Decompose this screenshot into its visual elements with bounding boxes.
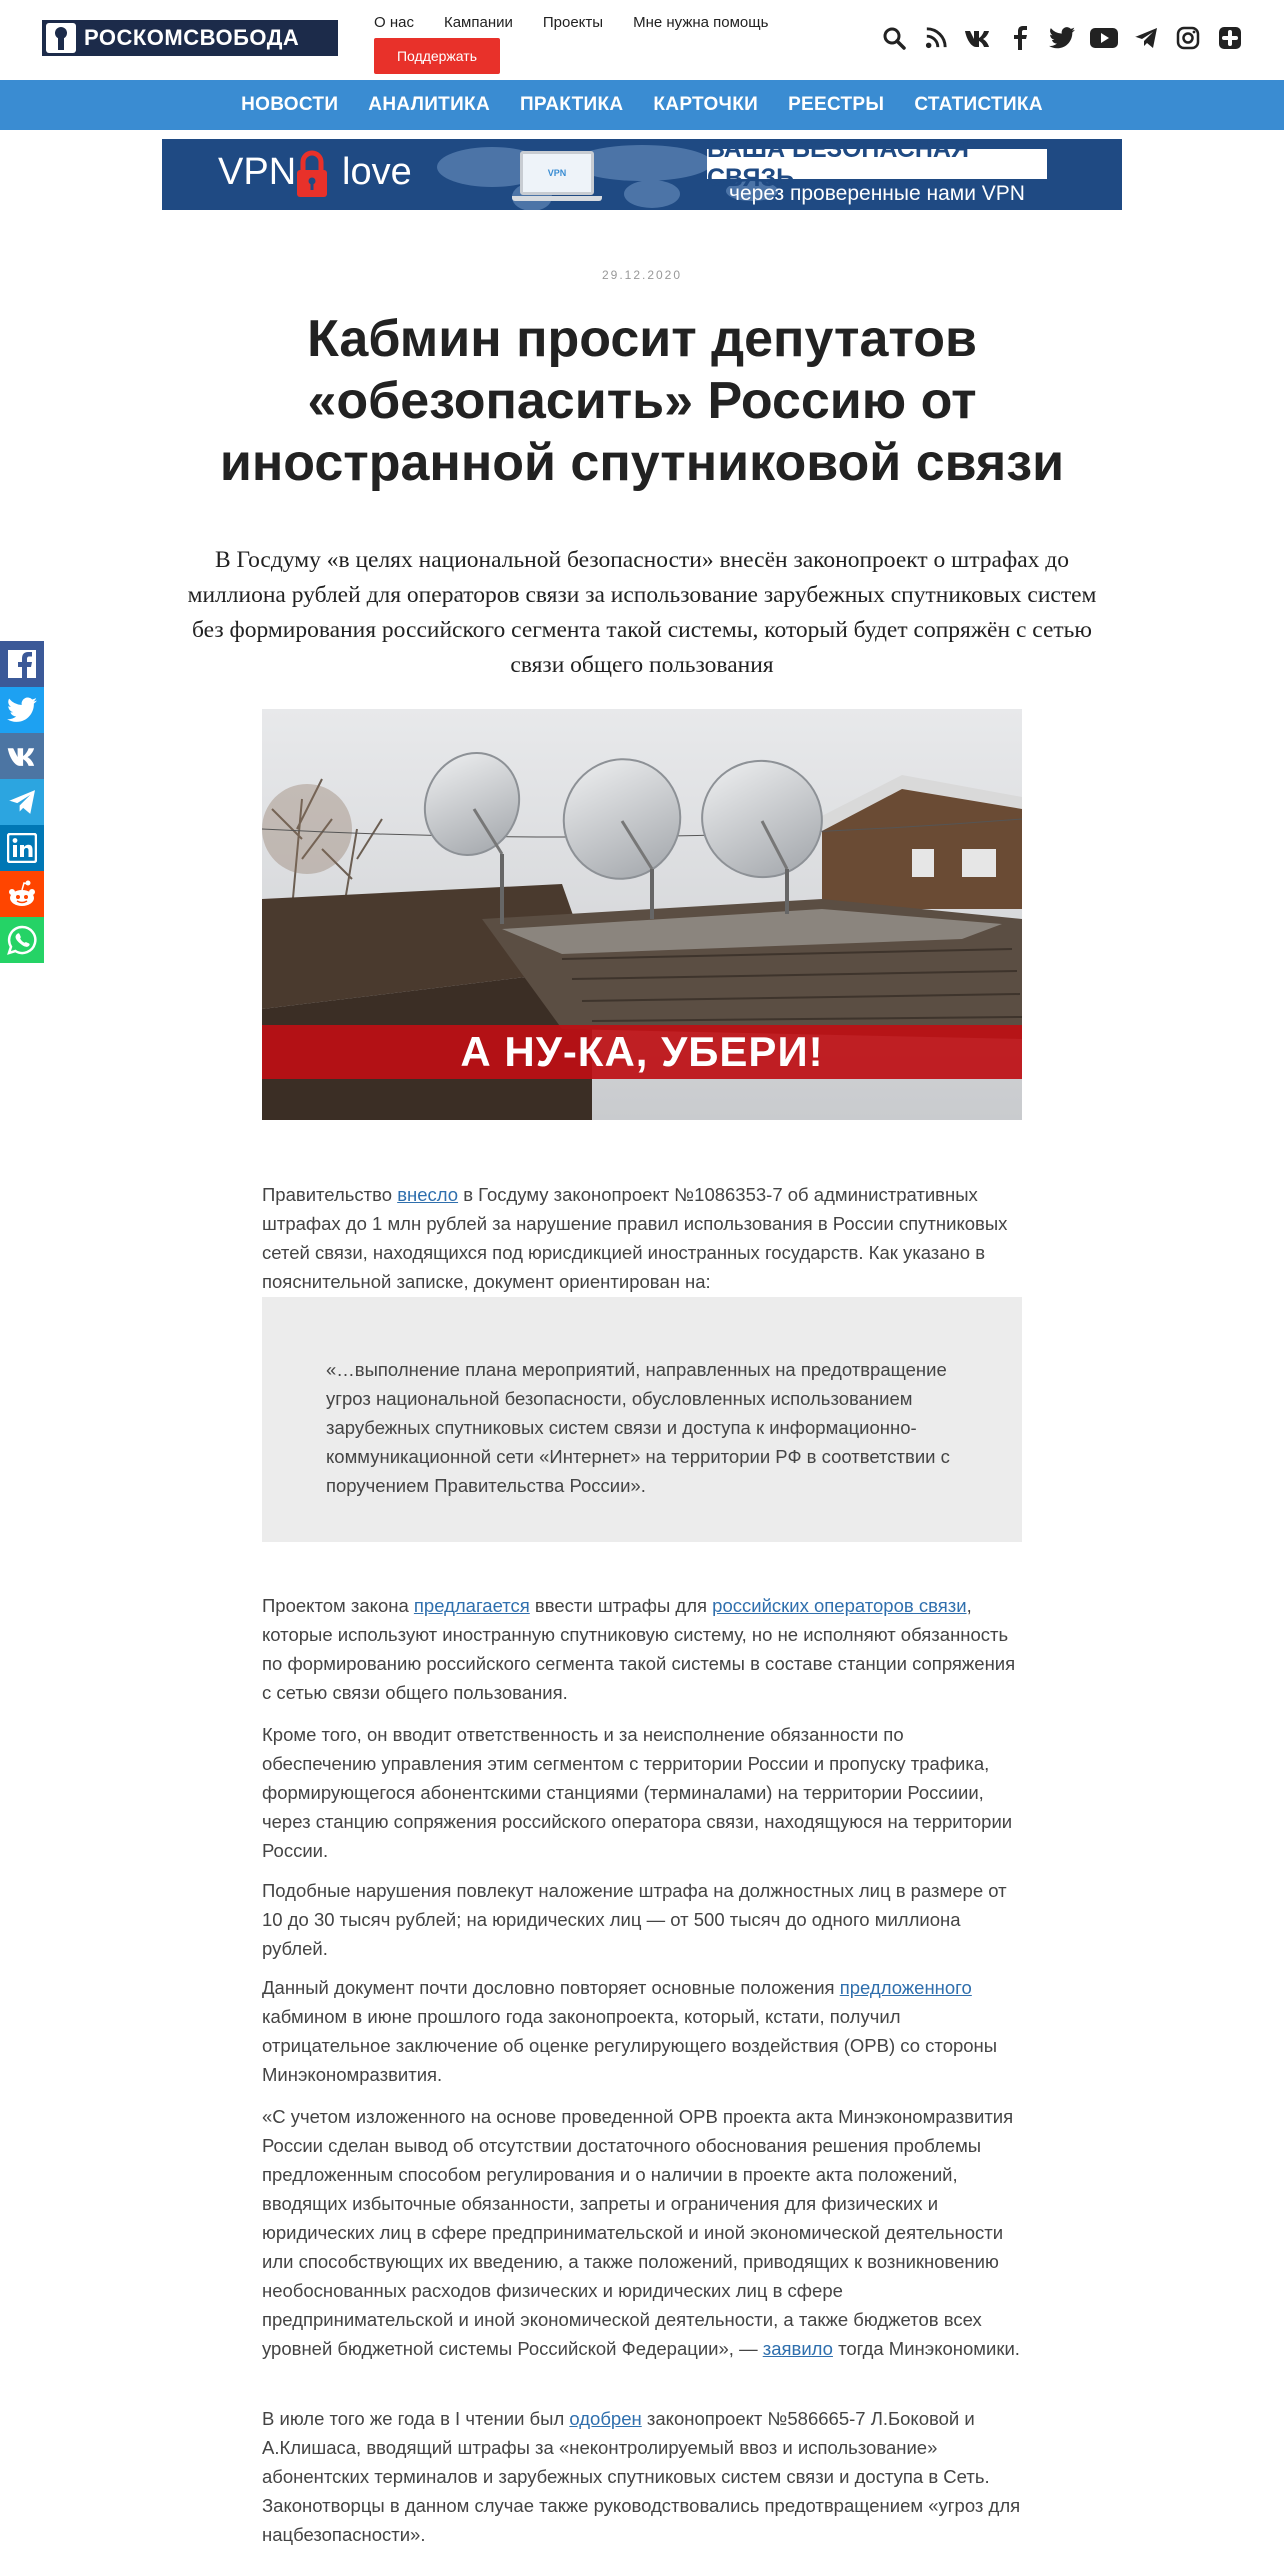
link-submitted[interactable]: внесло [397,1184,459,1205]
laptop-graphic [512,149,602,204]
article-paragraph-4: Подобные нарушения повлекут наложение штрафа на должностных лиц в размере от 10 до 30 тысяч рублей; на юридических лиц — от 500 тысяч до одного миллиона рублей. [262,1880,1007,1959]
main-nav-statistics[interactable]: СТАТИСТИКА [914,94,1043,115]
instagram-icon[interactable] [1174,24,1202,52]
laptop-vpn-label: VPN [547,168,567,178]
reddit-share-icon[interactable] [0,871,44,917]
twitter-share-icon[interactable] [0,687,44,733]
article-paragraph-6 [262,2102,1022,2363]
keyhole-logo-icon [46,23,76,53]
youtube-icon[interactable] [1090,24,1118,52]
support-button[interactable]: Поддержать [374,38,500,74]
search-icon[interactable] [880,24,908,52]
banner-vpn-text: VPN [218,151,297,193]
whatsapp-share-icon[interactable] [0,917,44,963]
top-nav-about[interactable]: О нас [374,14,414,31]
text-span: ввести штрафы для [529,1595,713,1616]
vk-icon[interactable] [964,24,992,52]
article-paragraph-1 [262,1180,1022,1296]
text-span: Проектом закона [262,1595,414,1616]
link-proposed-earlier[interactable]: предложенного [839,1977,972,1998]
text-span: законопроект №586665-7 Л.Боковой и А.Клишаса, вводящий штрафы за «неконтролируемый ввоз и использование» абонентских терминалов и зарубежных спутниковых систем связи и доступа в Сеть. Законотворцы в данном случае также руководствовались предотвращением «угроз для нацбезопасности». [262,2408,1021,2545]
top-nav-campaigns[interactable]: Кампании [443,14,513,31]
top-nav-need-help[interactable]: Мне нужна помощь [633,14,769,31]
slack-icon[interactable] [1216,24,1244,52]
telegram-share-icon[interactable] [0,779,44,825]
telegram-icon[interactable] [1132,24,1160,52]
link-approved[interactable]: одобрен [569,2408,642,2429]
banner-caption-main: ВАША БЕЗОПАСНАЯ СВЯЗЬ [707,149,1047,179]
header-social-icons [880,24,1244,52]
vpn-love-banner[interactable] [162,139,1122,210]
text-span: «С учетом изложенного на основе проведенной ОРВ проекта акта Минэкономразвития России сделан вывод об отсутствии достаточного обоснования решения проблемы предложенным способом регулирования и о наличии в проекте акта положений, вводящих избыточные обязанности, запреты и ограничения для физических и юридических лиц в сфере предпринимательской и иной экономической деятельности или способствующих их введению, а также положений, приводящих к возникновению необоснованных расходов физических и юридических лиц в сфере предпринимательской и иной экономической деятельности, а также бюджетов всех уровней бюджетной системы Российской Федерации», — [262,2106,1014,2359]
article-paragraph-2 [262,1591,1022,1707]
main-nav-practice[interactable]: ПРАКТИКА [519,94,624,115]
text-span: тогда Минэкономики. [832,2338,1020,2359]
link-stated[interactable]: заявило [762,2338,833,2359]
padlock-icon [294,149,330,199]
linkedin-share-icon[interactable] [0,825,44,871]
text-span: В июле того же года в I чтении был [262,2408,570,2429]
rss-icon[interactable] [922,24,950,52]
article-title: Кабмин просит депутатов «обезопасить» Россию от иностранной спутниковой связи [219,310,1065,492]
text-span: кабмином в июне прошлого года законопроекта, который, кстати, получил отрицательное заключение об оценке регулирующего воздействия (ОРВ) со стороны Минэкономразвития. [262,2006,998,2085]
facebook-icon[interactable] [1006,24,1034,52]
banner-caption-sub: через проверенные нами VPN [729,182,1025,205]
main-nav [0,80,1284,130]
image-caption: А НУ-КА, УБЕРИ! [262,1025,1022,1079]
vk-share-icon[interactable] [0,733,44,779]
top-nav-projects[interactable]: Проекты [542,14,604,31]
text-span: в Госдуму законопроект №1086353-7 об административных штрафах до 1 млн рублей за нарушение правил использования в России спутниковых сетей связи, находящихся под юрисдикцией иностранных государств. Как указано в пояснительной записке, документ ориентирован на: [262,1184,1008,1292]
article-paragraph-7 [262,2404,1022,2549]
share-bar [0,641,44,963]
main-nav-news[interactable]: НОВОСТИ [241,94,339,115]
main-nav-analytics[interactable]: АНАЛИТИКА [368,94,490,115]
twitter-icon[interactable] [1048,24,1076,52]
site-header [0,0,1284,80]
text-span: Правительство [262,1184,398,1205]
top-nav [374,14,768,31]
quote-text: «…выполнение плана мероприятий, направленных на предотвращение угроз национальной безопасности, обусловленных использованием зарубежных спутниковых систем связи и доступа к информационно-коммуникационной сети «Интернет» на территории РФ в соответствии с поручением Правительства России». [326,1359,950,1496]
site-logo[interactable] [42,20,338,56]
text-span: Данный документ почти дословно повторяет основные положения [262,1977,840,1998]
logo-text: РОСКОМСВОБОДА [84,25,300,50]
article-lead: В Госдуму «в целях национальной безопасности» внесён законопроект о штрафах до миллиона рублей для операторов связи за использование зарубежных спутниковых систем без формирования российского сегмента такой системы, который будет сопряжён с сетью связи общего пользования [187,547,1097,678]
main-nav-registries[interactable]: РЕЕСТРЫ [788,94,885,115]
article-image [262,709,1022,1120]
link-russian-operators[interactable]: российских операторов связи [712,1595,967,1616]
article-paragraph-5 [262,1973,1022,2089]
article-date: 29.12.2020 [601,268,683,282]
text-span: , которые используют иностранную спутниковую систему, но не исполняют обязанность по формированию российского сегмента такой системы в составе станции сопряжения с сетью связи общего пользования. [262,1595,1016,1703]
blockquote [262,1297,1022,1542]
link-proposed[interactable]: предлагается [413,1595,530,1616]
article-paragraph-3: Кроме того, он вводит ответственность и за неисполнение обязанности по обеспечению управления этим сегментом с территории России и пропуску трафика, формирующегося абонентскими станциями (терминалами) на территории Россиии, через станцию сопряжения российского оператора связи, находящуюся на территории России. [262,1724,1013,1861]
facebook-share-icon[interactable] [0,641,44,687]
main-nav-cards[interactable]: КАРТОЧКИ [653,94,759,115]
banner-love-text: love [342,151,412,193]
